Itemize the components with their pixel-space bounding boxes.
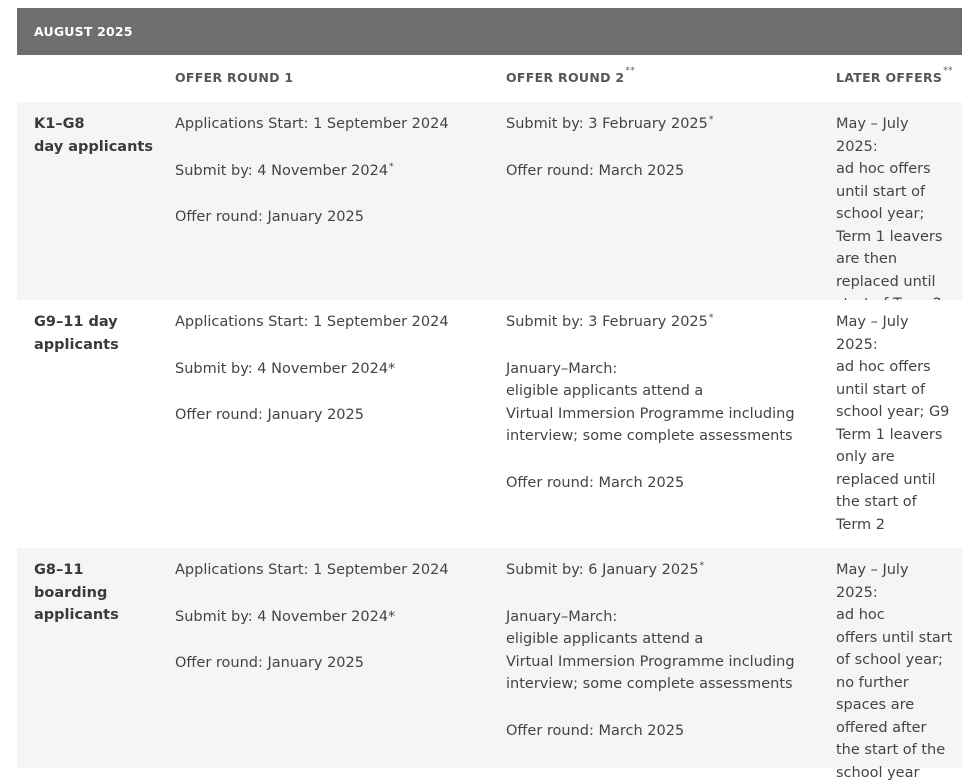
row-group-label: G8–11 boarding applicants	[34, 562, 119, 623]
later-offers-cell: May – July 2025: ad hoc offers until start of school year; G9 Term 1 leavers only are replaced until the start of Term 2	[836, 314, 950, 533]
table-row-g9-11-day	[17, 300, 962, 548]
admissions-table	[17, 8, 962, 781]
later-offers-cell: May – July 2025: ad hoc offers until start of school year; no further spaces are offered after the start of the school year	[836, 562, 953, 781]
column-header-round2: OFFER ROUND 2**	[506, 66, 636, 85]
column-header-row	[17, 55, 962, 102]
column-header-round1: OFFER ROUND 1	[175, 70, 294, 85]
footnote-mark: **	[625, 66, 636, 76]
footnote-mark: **	[943, 66, 953, 76]
table-title: AUGUST 2025	[34, 24, 133, 39]
table-title-bar	[17, 8, 962, 55]
round2-cell: Submit by: 3 February 2025* Offer round: March 2025	[506, 115, 714, 179]
row-group-label: G9–11 day applicants	[34, 314, 119, 353]
table-row-k1-g8	[17, 102, 962, 300]
round1-cell: Applications Start: 1 September 2024 Submit by: 4 November 2024* Offer round: January 2025	[175, 314, 449, 423]
column-header-later-offers: LATER OFFERS**	[836, 66, 953, 85]
round2-cell: Submit by: 6 January 2025* January–March: eligible applicants attend a Virtual Immersion Programme including interview; some complete assessments Offer round: March 2025	[506, 561, 795, 739]
round2-cell: Submit by: 3 February 2025* January–March: eligible applicants attend a Virtual Immersion Programme including interview; some complete assessments Offer round: March 2025	[506, 313, 795, 491]
row-group-label: K1–G8 day applicants	[34, 116, 153, 155]
table-row-g8-11-boarding	[17, 548, 962, 781]
later-offers-cell: May – July 2025: ad hoc offers until start of school year; Term 1 leavers are then replaced until	[836, 116, 943, 290]
round1-cell: Applications Start: 1 September 2024 Submit by: 4 November 2024* Offer round: January 2025	[175, 562, 449, 671]
round1-cell: Applications Start: 1 September 2024 Submit by: 4 November 2024* Offer round: January 2025	[175, 116, 449, 225]
